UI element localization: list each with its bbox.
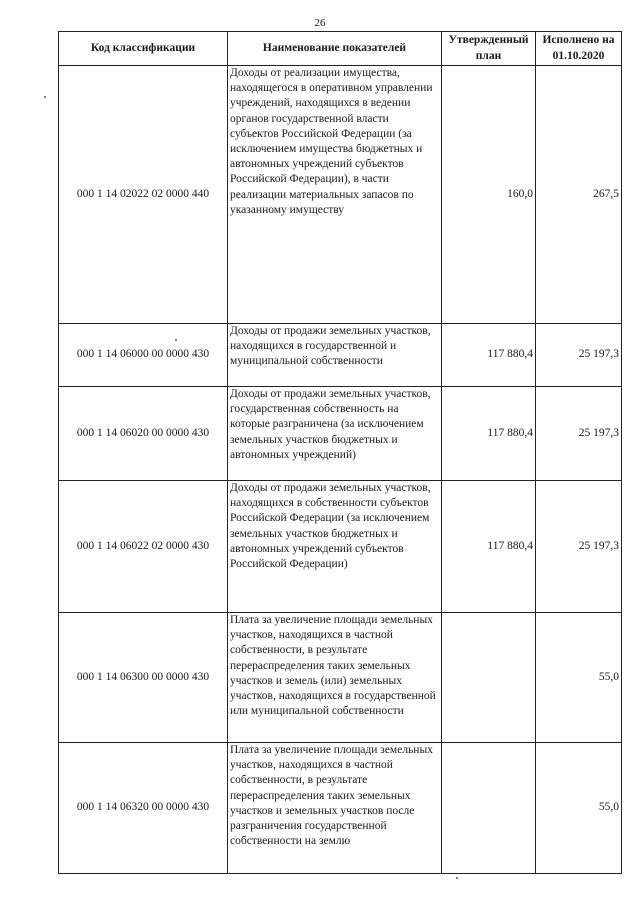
row-executed: 25 197,3 [536, 387, 622, 481]
row-plan: 117 880,4 [442, 324, 536, 387]
row-plan [442, 743, 536, 874]
row-code: 000 1 14 06300 00 0000 430 [59, 613, 228, 743]
row-plan: 160,0 [442, 66, 536, 324]
budget-table [58, 31, 622, 874]
header-executed: Исполнено на 01.10.2020 [536, 32, 622, 66]
row-executed: 55,0 [536, 743, 622, 874]
row-code: 000 1 14 06022 02 0000 430 [59, 481, 228, 613]
row-executed: 55,0 [536, 613, 622, 743]
row-name: Доходы от продажи земельных участков, государственная собственность на которые разграничена (за исключением земельных участков бюджетных и автономных учреждений) [228, 387, 442, 481]
page-number: 26 [314, 17, 326, 29]
scan-speck [44, 96, 46, 98]
table-row [59, 324, 622, 387]
row-code: 000 1 14 06320 00 0000 430 [59, 743, 228, 874]
row-name: Плата за увеличение площади земельных участков, находящихся в частной собственности, в результате перераспределения таких земельных участков и земельных участков после разграничения государственной собственности на землю [228, 743, 442, 874]
header-code: Код классификации [59, 32, 228, 66]
row-code: 000 1 14 02022 02 0000 440 [59, 66, 228, 324]
table-row [59, 66, 622, 324]
header-plan: Утвержденный план [442, 32, 536, 66]
table-row [59, 481, 622, 613]
table-row [59, 743, 622, 874]
row-code: 000 1 14 06020 00 0000 430 [59, 387, 228, 481]
row-code: 000 1 14 06000 00 0000 430 [59, 324, 228, 387]
row-name: Доходы от продажи земельных участков, находящихся в собственности субъектов Российской Федерации (за исключением земельных участков бюджетных и автономных учреждений субъектов Российской Федерации) [228, 481, 442, 613]
row-name: Плата за увеличение площади земельных участков, находящихся в частной собственности, в результате перераспределения таких земельных участков и земель (или) земельных участков, находящихся в государственной или муниципальной собственности [228, 613, 442, 743]
row-name: Доходы от реализации имущества, находящегося в оперативном управлении учреждений, находящихся в ведении органов государственной власти субъектов Российской Федерации (за исключением имущества бюджетных и автономных учреждений субъектов Российской Федерации), в части реализации материальных запасов по указанному имуществу [228, 66, 442, 324]
row-plan: 117 880,4 [442, 387, 536, 481]
table-header-row [59, 32, 622, 66]
table-row [59, 613, 622, 743]
row-executed: 25 197,3 [536, 481, 622, 613]
row-executed: 25 197,3 [536, 324, 622, 387]
row-plan [442, 613, 536, 743]
row-name: Доходы от продажи земельных участков, находящихся в государственной и муниципальной собственности [228, 324, 442, 387]
header-name: Наименование показателей [228, 32, 442, 66]
scan-speck [175, 339, 177, 341]
row-executed: 267,5 [536, 66, 622, 324]
row-plan: 117 880,4 [442, 481, 536, 613]
scan-speck [456, 877, 458, 879]
table-row [59, 387, 622, 481]
